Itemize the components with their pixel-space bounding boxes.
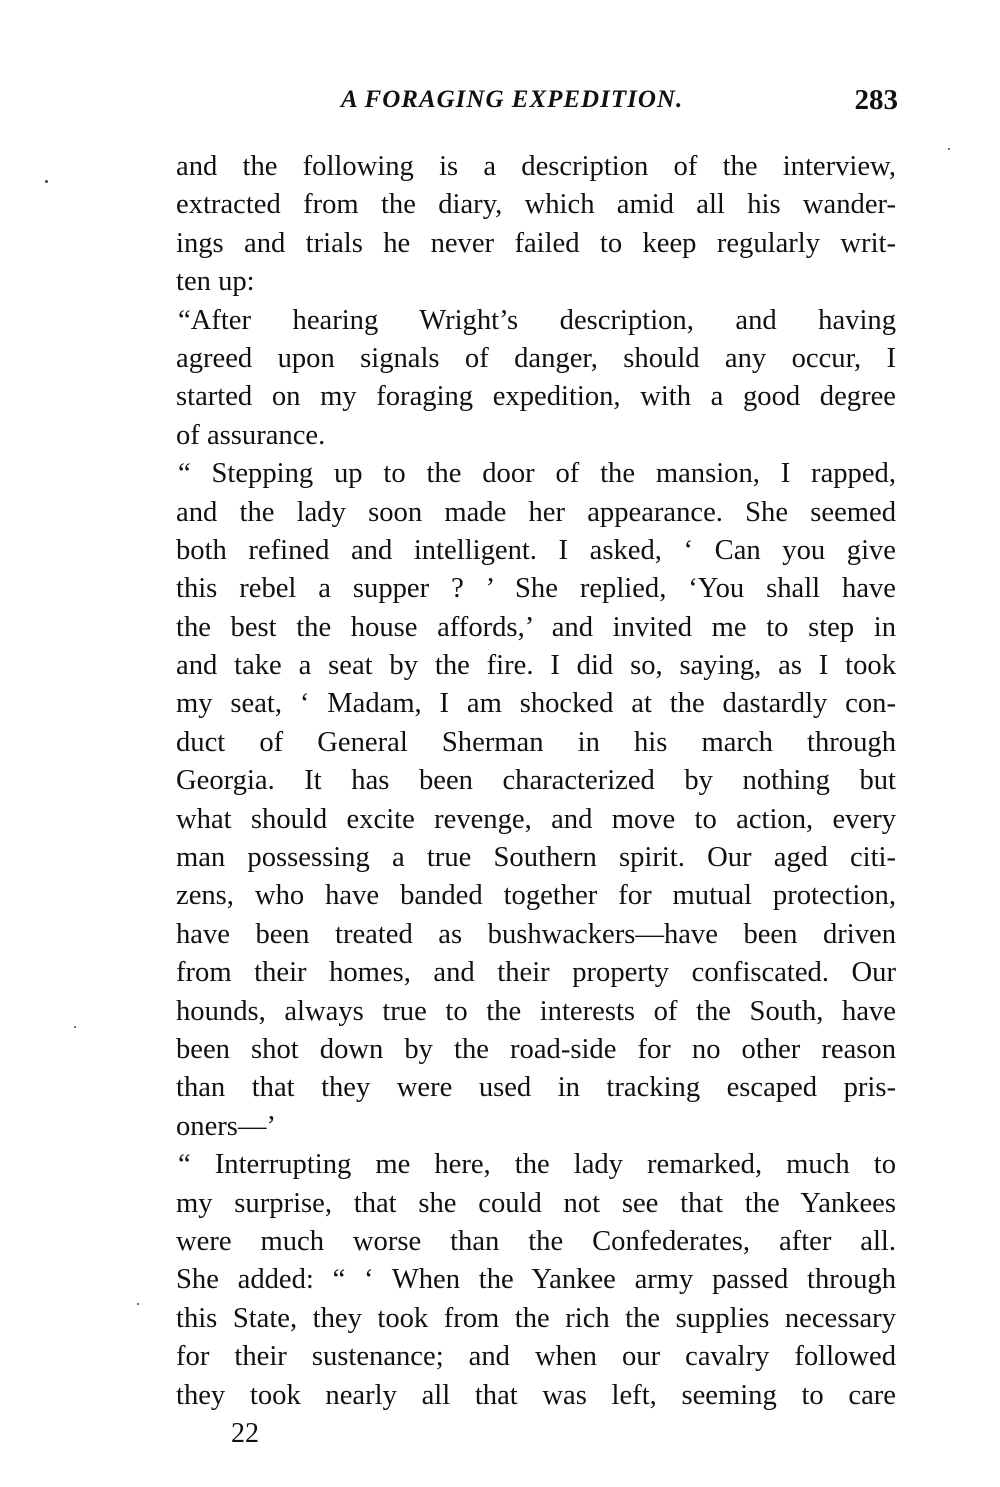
page-number: 283 <box>854 84 898 116</box>
text-line: both refined and intelligent. I asked, ‘ Can you give <box>176 534 896 566</box>
text-line: “After hearing Wright’s description, and having <box>178 304 896 336</box>
text-line: they took nearly all that was left, seeming to care <box>176 1379 896 1411</box>
text-line: man possessing a true Southern spirit. Our aged citi- <box>176 842 896 874</box>
text-line: for their sustenance; and when our cavalry followed <box>176 1341 896 1373</box>
text-line: “ Interrupting me here, the lady remarked, much to <box>178 1149 896 1181</box>
scan-speck <box>948 148 950 150</box>
text-line: my surprise, that she could not see that the Yankees <box>176 1187 896 1219</box>
text-line: oners—’ <box>176 1110 277 1142</box>
text-line: Georgia. It has been characterized by nothing but <box>176 765 896 797</box>
text-line: the best the house affords,’ and invited me to step in <box>176 611 896 643</box>
text-line: and the lady soon made her appearance. She seemed <box>176 496 896 528</box>
text-line: “ Stepping up to the door of the mansion, I rapped, <box>178 458 896 490</box>
scan-speck <box>45 180 48 183</box>
text-line: started on my foraging expedition, with a good degree <box>176 381 896 413</box>
running-head <box>176 86 898 126</box>
text-line: what should excite revenge, and move to action, every <box>176 803 896 835</box>
text-line: duct of General Sherman in his march through <box>176 726 896 758</box>
signature-mark: 22 <box>231 1418 259 1449</box>
text-line: of assurance. <box>176 419 326 451</box>
scan-speck <box>137 1303 139 1305</box>
text-line: ten up: <box>176 266 255 298</box>
text-line: and the following is a description of the interview, <box>176 151 896 182</box>
text-line: extracted from the diary, which amid all his wander- <box>176 189 896 221</box>
text-line: She added: “ ‘ When the Yankee army passed through <box>176 1264 896 1296</box>
text-line: ings and trials he never failed to keep regularly writ- <box>176 227 896 259</box>
text-line: my seat, ‘ Madam, I am shocked at the dastardly con- <box>176 688 896 720</box>
text-line: than that they were used in tracking escaped pris- <box>176 1072 896 1104</box>
text-line: been shot down by the road-side for no other reason <box>176 1033 896 1065</box>
text-line: zens, who have banded together for mutual protection, <box>176 880 896 912</box>
running-title: A FORAGING EXPEDITION. <box>341 86 684 113</box>
body-text <box>176 148 896 1415</box>
text-line: hounds, always true to the interests of the South, have <box>176 995 896 1027</box>
text-line: were much worse than the Confederates, after all. <box>176 1225 896 1257</box>
text-line: this rebel a supper ? ’ She replied, ‘You shall have <box>176 573 896 605</box>
scan-speck <box>74 1026 76 1028</box>
text-line: agreed upon signals of danger, should any occur, I <box>176 342 896 374</box>
text-line: this State, they took from the rich the supplies necessary <box>176 1302 896 1334</box>
text-line: have been treated as bushwackers—have been driven <box>176 918 896 950</box>
text-line: from their homes, and their property confiscated. Our <box>176 957 896 989</box>
text-line: and take a seat by the fire. I did so, saying, as I took <box>176 650 896 682</box>
